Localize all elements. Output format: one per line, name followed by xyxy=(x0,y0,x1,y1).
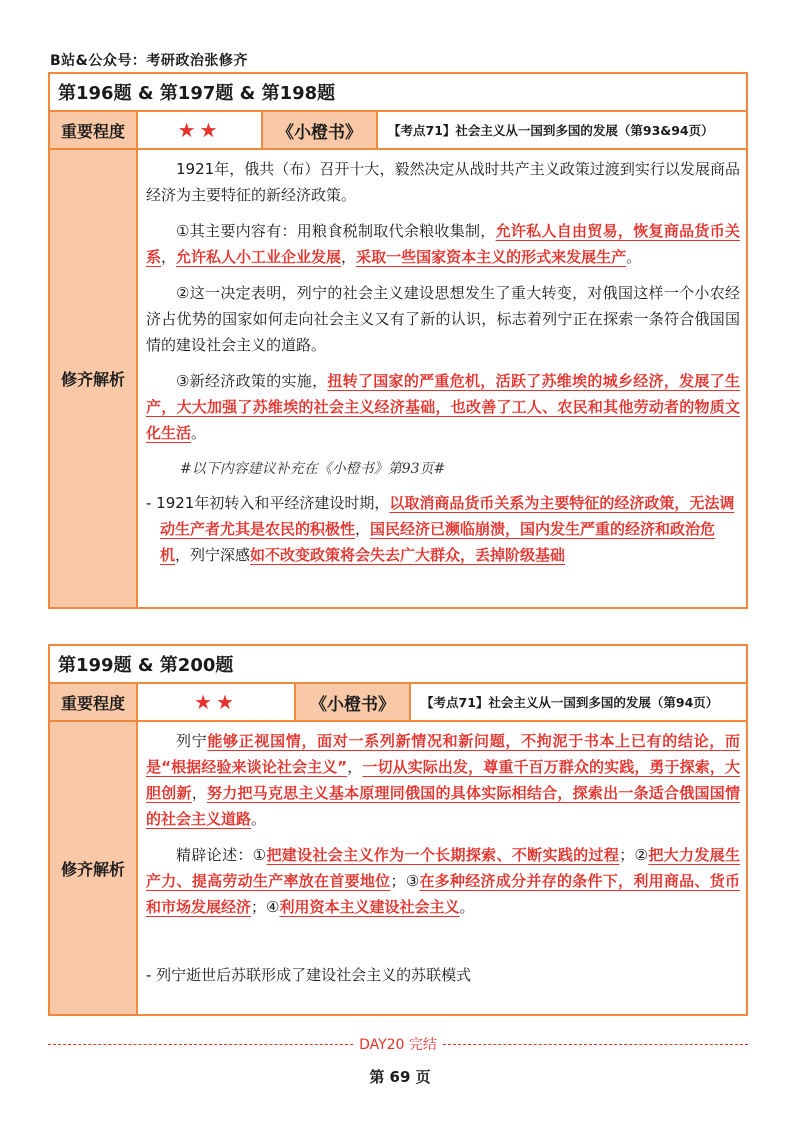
paragraph xyxy=(146,218,740,270)
text: ；② xyxy=(619,846,649,864)
text: ③新经济政策的实施， xyxy=(176,372,328,390)
question-card-196-198 xyxy=(48,72,748,609)
text: 。 xyxy=(459,898,475,916)
bullet-item xyxy=(146,490,740,568)
key-point: 国民经济已濒临崩溃，国内发生严重的经济和政治危机 xyxy=(160,520,716,564)
bullet-item: - 列宁逝世后苏联形成了建设社会主义的苏联模式 xyxy=(146,966,472,984)
card-title: 第199题 & 第200题 xyxy=(50,646,746,684)
key-point: 允许私人自由贸易，恢复商品货币关系 xyxy=(146,222,740,266)
paragraph: 1921年，俄共（布）召开十大，毅然决定从战时共产主义政策过渡到实行以发展商品经济为主要特征的新经济政策。 xyxy=(146,160,740,204)
divider-dash xyxy=(48,1044,353,1045)
end-text: DAY20 完结 xyxy=(359,1037,437,1053)
text: 。 xyxy=(626,248,642,266)
text: ， xyxy=(191,784,207,802)
text: ， xyxy=(341,248,357,266)
text: ；③ xyxy=(390,872,420,890)
key-point: 允许私人小工业企业发展 xyxy=(176,248,342,266)
text: - 1921年初转入和平经济建设时期， xyxy=(146,494,390,512)
analysis-label: 修齐解析 xyxy=(50,150,138,607)
text: ， xyxy=(161,248,177,266)
key-point: 以取消商品货币关系为主要特征的经济政策，无法调动生产者尤其是农民的积极性 xyxy=(160,494,735,538)
card-title: 第196题 & 第197题 & 第198题 xyxy=(50,74,746,112)
key-point: 把大力发展生产力、提高劳动生产率放在首要地位 xyxy=(146,846,740,890)
page-number: 第 69 页 xyxy=(369,1068,431,1086)
importance-stars: ★★ xyxy=(138,684,296,720)
text: ；④ xyxy=(251,898,280,916)
key-point: 一切从实际出发，尊重千百万群众的实践，勇于探索，大胆创新 xyxy=(146,758,740,802)
analysis-content xyxy=(138,150,746,607)
text: ①其主要内容有：用粮食税制取代余粮收集制， xyxy=(176,222,496,240)
text: 列宁 xyxy=(176,732,208,750)
importance-label: 重要程度 xyxy=(50,684,138,720)
analysis-row xyxy=(50,150,746,607)
text: ， xyxy=(355,520,371,538)
analysis-row xyxy=(50,722,746,1014)
paragraph xyxy=(146,368,740,446)
analysis-content xyxy=(138,722,746,1014)
text: 。 xyxy=(251,810,267,828)
importance-label: 重要程度 xyxy=(50,112,138,148)
end-divider xyxy=(48,1034,748,1054)
paragraph: ②这一决定表明，列宁的社会主义建设思想发生了重大转变，对俄国这样一个小农经济占优势的国家如何走向社会主义又有了新的认识，标志着列宁正在探索一条符合俄国国情的建设社会主义的道路。 xyxy=(146,284,740,354)
key-point: 如不改变政策将会失去广大群众，丢掉阶级基础 xyxy=(250,546,566,564)
key-point: 努力把马克思主义基本原理同俄国的具体实际相结合，探索出一条适合俄国国情的社会主义道路 xyxy=(146,784,740,828)
book-title: 《小橙书》 xyxy=(296,684,411,720)
paragraph xyxy=(146,842,740,920)
key-point: 在多种经济成分并存的条件下，利用商品、货币和市场发展经济 xyxy=(146,872,740,916)
key-point: 能够正视国情，面对一系列新情况和新问题，不拘泥于书本上已有的结论，而是“根据经验来谈论社会主义” xyxy=(146,732,740,776)
source-header: B站&公众号：考研政治张修齐 xyxy=(50,53,248,69)
key-point: 扭转了国家的严重危机，活跃了苏维埃的城乡经济，发展了生产，大大加强了苏维埃的社会主义经济基础，也改善了工人、农民和其他劳动者的物质文化生活 xyxy=(146,372,740,442)
meta-row xyxy=(50,112,746,150)
text: 精辟论述：① xyxy=(176,846,267,864)
question-card-199-200 xyxy=(48,644,748,1016)
exam-point: 【考点71】社会主义从一国到多国的发展（第94页） xyxy=(421,695,719,710)
exam-point: 【考点71】社会主义从一国到多国的发展（第93&94页） xyxy=(388,123,714,138)
text: ， xyxy=(347,758,363,776)
divider-dash xyxy=(443,1044,748,1045)
text: 。 xyxy=(191,424,207,442)
key-point: 把建设社会主义作为一个长期探索、不断实践的过程 xyxy=(266,846,620,864)
analysis-label: 修齐解析 xyxy=(50,722,138,1014)
text: ，列宁深感 xyxy=(175,546,251,564)
key-point: 采取一些国家资本主义的形式来发展生产 xyxy=(356,248,627,266)
supplement-note: #以下内容建议补充在《小橙书》第93页# xyxy=(180,461,446,477)
importance-stars: ★★ xyxy=(138,112,263,148)
book-title: 《小橙书》 xyxy=(263,112,378,148)
key-point: 利用资本主义建设社会主义 xyxy=(279,898,460,916)
meta-row xyxy=(50,684,746,722)
paragraph xyxy=(146,728,740,832)
